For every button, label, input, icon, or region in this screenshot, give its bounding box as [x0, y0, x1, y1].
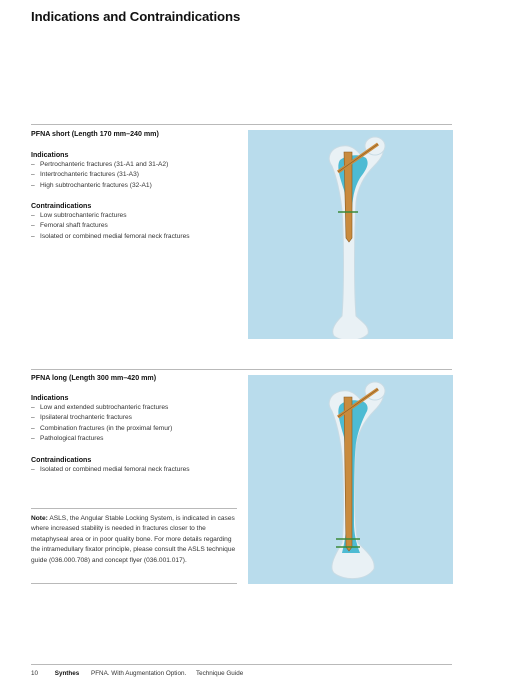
- pfna-short-illustration: [248, 130, 453, 339]
- list-item: [31, 211, 190, 221]
- list-marker: –: [31, 212, 35, 219]
- note-divider: [31, 508, 237, 509]
- list-item-text: Low subtrochanteric fractures: [40, 212, 127, 219]
- document-title: PFNA. With Augmentation Option.: [91, 670, 187, 677]
- list-item-text: Pertrochanteric fractures (31-A1 and 31-A2): [40, 161, 169, 168]
- list-marker: –: [31, 466, 35, 473]
- pfna-long-illustration: [248, 375, 453, 584]
- list-item: [31, 434, 172, 444]
- indications-label: Indications: [31, 394, 69, 402]
- document-type: Technique Guide: [195, 670, 244, 677]
- list-marker: –: [31, 181, 35, 189]
- contraindications-label: Contraindications: [31, 202, 92, 210]
- list-item-text: Low and extended subtrochanteric fractures: [40, 404, 169, 411]
- section-divider: [31, 124, 452, 125]
- note-divider-bottom: [31, 583, 237, 584]
- list-marker: –: [31, 404, 35, 411]
- list-item: [31, 160, 168, 170]
- list-item-text: Femoral shaft fractures: [40, 222, 108, 230]
- section-divider: [31, 369, 452, 370]
- list-item-text: Isolated or combined medial femoral neck fractures: [40, 232, 190, 240]
- brand-name: Synthes: [54, 670, 80, 677]
- note-label: Note:: [31, 515, 48, 522]
- note-text: ASLS, the Angular Stable Locking System, is indicated in cases where increased stability is needed in fractures closer to the metaphyseal area or in poor quality bone. For more details regarding the intramedullary fixator principle, please consult the ASLS technique guide (036.000.708) and concept flyer (036.001.017).: [31, 515, 236, 564]
- femur-long-nail-svg: [248, 375, 453, 584]
- list-marker: –: [31, 171, 35, 179]
- indications-list: [31, 403, 172, 445]
- section-heading: PFNA long (Length 300 mm–420 mm): [31, 374, 157, 382]
- list-item-text: Intertrochanteric fractures (31-A3): [40, 171, 139, 179]
- list-marker: –: [31, 161, 35, 168]
- femur-short-nail-svg: [248, 130, 453, 339]
- list-item-text: High subtrochanteric fractures (32-A1): [40, 181, 152, 189]
- list-item: [31, 424, 172, 434]
- contraindications-list: [31, 465, 190, 475]
- list-marker: –: [31, 232, 35, 240]
- list-marker: –: [31, 414, 35, 422]
- list-item-text: Combination fractures (in the proximal femur): [40, 424, 173, 432]
- page-footer: [31, 670, 243, 677]
- list-item-text: Pathological fractures: [40, 435, 104, 443]
- list-item: [31, 232, 190, 242]
- indications-list: [31, 160, 168, 191]
- page-number: 10: [31, 670, 39, 677]
- list-item-text: Isolated or combined medial femoral neck fractures: [40, 466, 190, 473]
- list-item: [31, 465, 190, 475]
- indications-label: Indications: [31, 151, 69, 159]
- list-item: [31, 170, 168, 180]
- page-title: Indications and Contraindications: [31, 9, 241, 24]
- list-marker: –: [31, 435, 35, 443]
- note-block: [31, 514, 237, 566]
- list-item: [31, 221, 190, 231]
- list-item: [31, 181, 168, 191]
- list-marker: –: [31, 222, 35, 230]
- list-marker: –: [31, 424, 35, 432]
- list-item: [31, 403, 172, 413]
- footer-divider: [31, 664, 452, 665]
- list-item: [31, 413, 172, 423]
- contraindications-label: Contraindications: [31, 456, 92, 464]
- contraindications-list: [31, 211, 190, 242]
- list-item-text: Ipsilateral trochanteric fractures: [40, 414, 132, 422]
- section-heading: PFNA short (Length 170 mm–240 mm): [31, 130, 159, 138]
